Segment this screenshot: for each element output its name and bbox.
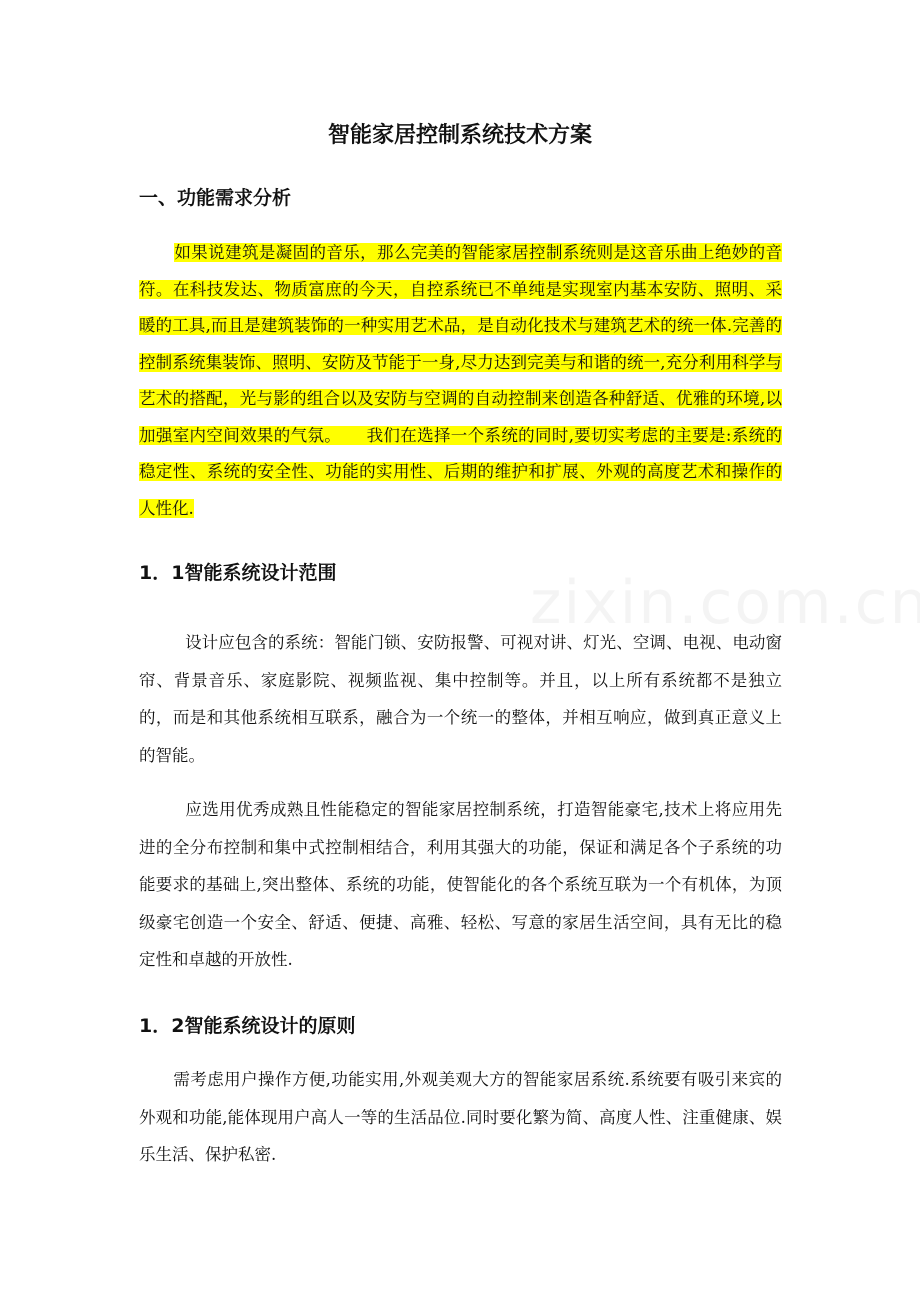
section-heading-design-principles: 1．2智能系统设计的原则 <box>139 1015 356 1037</box>
paragraph-text: 应选用优秀成熟且性能稳定的智能家居控制系统，打造智能豪宅,技术上将应用先进的全分布控制和集中式控制相结合，利用其强大的功能，保证和满足各个子系统的功能要求的基础上,突出整体、系统的功能，使智能化的各个系统互联为一个有机体，为顶级豪宅创造一个安全、舒适、便捷、高雅、轻松、写意的家居生活空间，具有无比的稳定性和卓越的开放性. <box>139 800 782 969</box>
section-heading-design-scope: 1．1智能系统设计范围 <box>139 562 337 584</box>
section-heading-requirements: 一、功能需求分析 <box>139 187 292 209</box>
paragraph-design-principles <box>139 1061 782 1174</box>
paragraph-text: 设计应包含的系统：智能门锁、安防报警、可视对讲、灯光、空调、电视、电动窗帘、背景音乐、家庭影院、视频监视、集中控制等。并且，以上所有系统都不是独立的，而是和其他系统相互联系，融合为一个统一的整体，并相互响应，做到真正意义上的智能。 <box>139 633 782 765</box>
paragraph-requirements-highlighted <box>139 235 782 527</box>
document-title: 智能家居控制系统技术方案 <box>327 123 592 148</box>
paragraph-design-scope-selection <box>139 791 782 979</box>
highlighted-text: 如果说建筑是凝固的音乐，那么完美的智能家居控制系统则是这音乐曲上绝妙的音符。在科技发达、物质富庶的今天，自控系统已不单纯是实现室内基本安防、照明、采暖的工具,而且是建筑装饰的一种实用艺术品，是自动化技术与建筑艺术的统一体.完善的控制系统集装饰、照明、安防及节能于一身,尽力达到完美与和谐的统一,充分利用科学与艺术的搭配，光与影的组合以及安防与空调的自动控制来创造各种舒适、优雅的环境,以加强室内空间效果的气氛。 我们在选择一个系统的同时,要切实考虑的主要是:系统的稳定性、系统的安全性、功能的实用性、后期的维护和扩展、外观的高度艺术和操作的人性化. <box>139 243 782 518</box>
paragraph-design-scope-systems <box>139 624 782 774</box>
paragraph-text: 需考虑用户操作方便,功能实用,外观美观大方的智能家居系统.系统要有吸引来宾的外观和功能,能体现用户高人一等的生活品位.同时要化繁为简、高度人性、注重健康、娱乐生活、保护私密. <box>139 1070 782 1164</box>
